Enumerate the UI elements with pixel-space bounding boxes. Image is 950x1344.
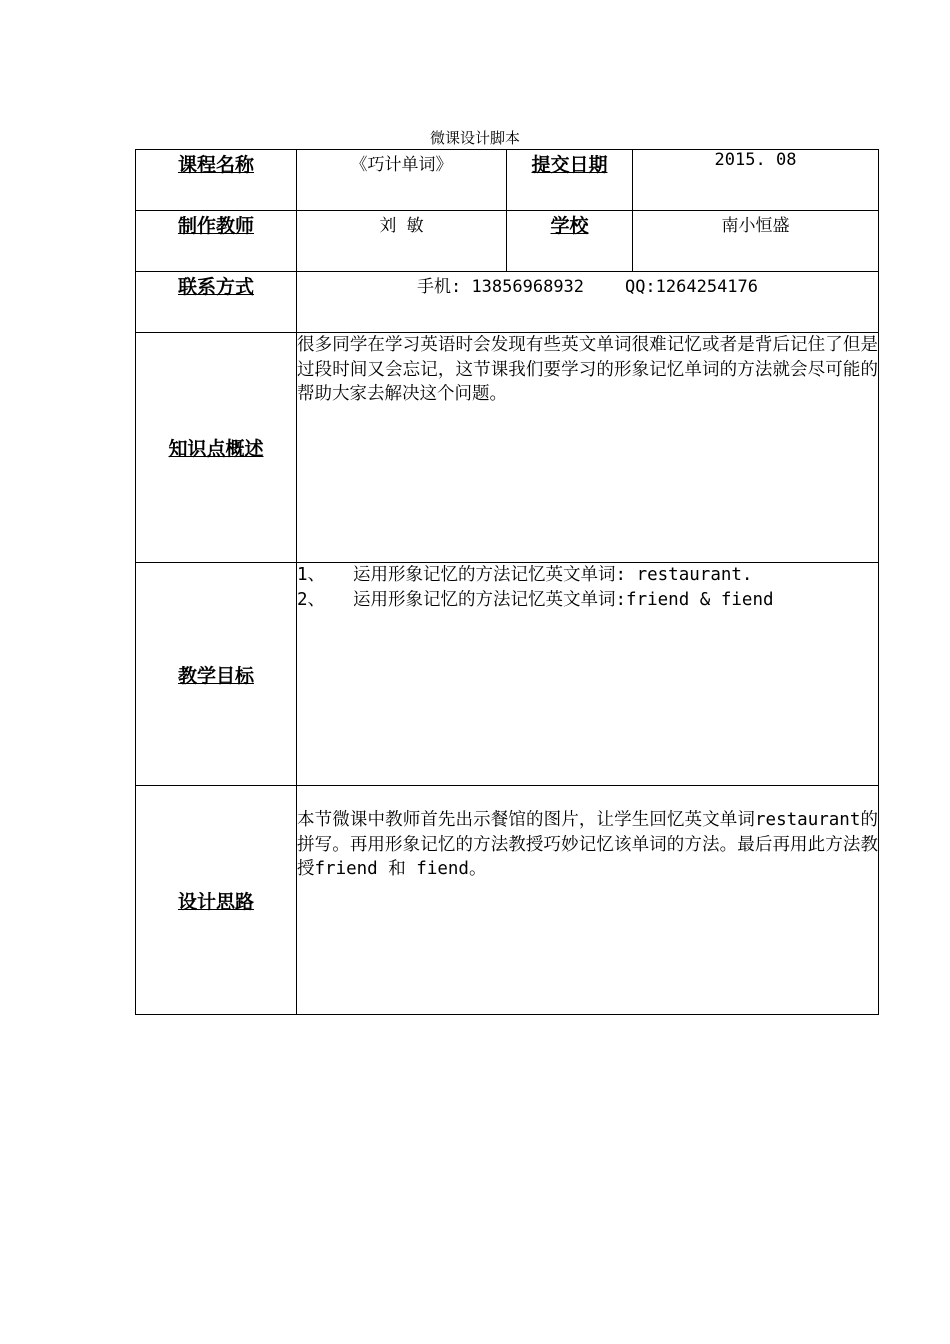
goal-item [297,588,878,613]
row-teacher [136,211,879,272]
document-title: 微课设计脚本 [429,129,520,147]
overview-text: 很多同学在学习英语时会发现有些英文单词很难记忆或者是背后记住了但是过段时间又会忘记，这节课我们要学习的形象记忆单词的方法就会尽可能的帮助大家去解决这个问题。 [297,333,879,563]
school-label: 学校 [507,211,633,272]
contact-value: 手机: 13856968932 QQ:1264254176 [297,272,879,333]
design-text: 本节微课中教师首先出示餐馆的图片，让学生回忆英文单词restaurant的拼写。再用形象记忆的方法教授巧妙记忆该单词的方法。最后再用此方法教授friend 和 fiend。 [297,786,879,1015]
script-table [135,149,879,1015]
teacher-label: 制作教师 [136,211,297,272]
course-name-value: 《巧计单词》 [297,150,507,211]
contact-label: 联系方式 [136,272,297,333]
row-goals [136,563,879,786]
course-name-label: 课程名称 [136,150,297,211]
goals-label: 教学目标 [136,563,297,786]
goal-item [297,563,878,588]
row-course [136,150,879,211]
row-design [136,786,879,1015]
overview-label: 知识点概述 [136,333,297,563]
submit-date-value: 2015. 08 [633,150,879,211]
teacher-value: 刘 敏 [297,211,507,272]
goal-number: 1、 [297,565,326,585]
goal-text: 运用形象记忆的方法记忆英文单词: restaurant. [353,565,753,585]
submit-date-label: 提交日期 [507,150,633,211]
design-label: 设计思路 [136,786,297,1015]
row-overview [136,333,879,563]
row-contact [136,272,879,333]
school-value: 南小恒盛 [633,211,879,272]
goal-text: 运用形象记忆的方法记忆英文单词:friend & fiend [353,589,774,610]
goal-number: 2、 [297,589,326,610]
goals-list [297,563,879,786]
